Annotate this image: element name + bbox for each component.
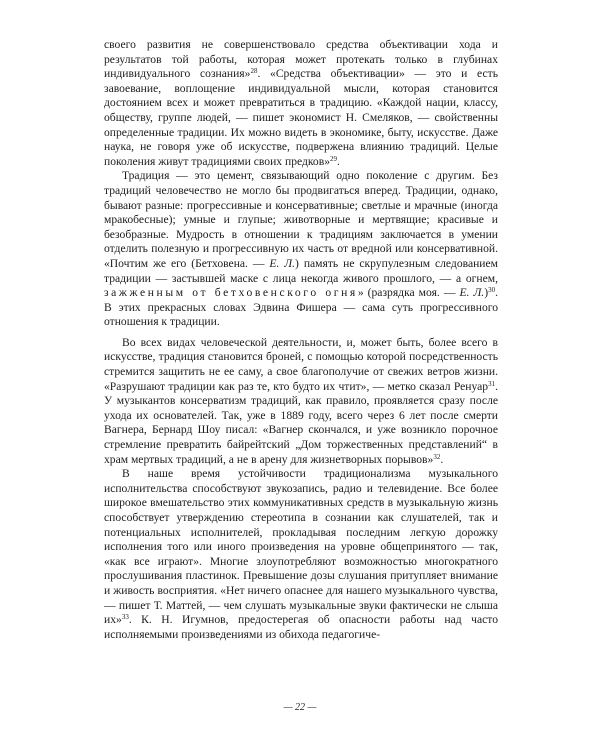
paragraph-4-text-a: В наше время устойчивости традиционализма музыкального исполнительства способствуют звукозапись, радио и телевидение. Все более широкое вмешательство этих коммуникативных средств в музыкальную жизнь способствует утверждению стереотипа в сознании как слушателей, так и потенциальных исполнителей, прокладывая последним легкую дорожку исполнения того или иного произведения на уровне общепринятого — так, «как все играют». Многие злоупотребляют возможностью многократного прослушивания пластинок. Превышение дозы слушания притупляет внимание и живость восприятия. «Нет ничего опаснее для нашего музыкального чувства, — пишет Т. Маттей, — чем слушать музыкальные звуки фактически не слыша их» — [104, 467, 498, 627]
paragraph-2-text-a: Традиция — это цемент, связывающий одно поколение с другим. Без традиций человечество не могло бы продвигаться вперед. Традиции, однако, бывают разные: прогрессивные и консервативные; светлые и мрачные (иногда мракобесные); умные и глупые; животворные и мертвящие; красивые и безобразные. Мудрость в отношении к традициям заключается в умении отделить полезную и прогрессивную их часть от вредной или консервативной. «Почтим же его (Бетховена. — — [104, 169, 498, 270]
page-body — [104, 38, 498, 642]
footnote-ref-33: 33 — [121, 613, 129, 622]
page-number: — 22 — — [283, 702, 317, 713]
footnote-ref-32: 32 — [433, 452, 441, 461]
spaced-emphasis: зажженным от бетховенского огня — [104, 286, 358, 300]
paragraph-4 — [104, 467, 498, 642]
paragraph-2-text-b: ) память не скрупулезным следованием традиции — застывшей маске с лица некогда живого прошлого, — а огнем, — [104, 256, 498, 285]
paragraph-3-text-c: . — [440, 452, 444, 466]
paragraph-3 — [104, 336, 498, 467]
paragraph-1-text-a: своего развития не совершенствовало средства объективации хода и результатов той работы, которая может протекать только в глубинах индивидуального сознания» — [104, 38, 498, 81]
paragraph-1 — [104, 38, 498, 169]
paragraph-2-text-c: » (разрядка моя. — — [357, 286, 460, 300]
paragraph-2 — [104, 169, 498, 330]
paragraph-1-text-b: . «Средства объективации» — это и есть завоевание, воплощение индивидуальной мысли, которая становится достоянием всех и может превратиться в традицию. «Каждой нации, классу, обществу, группе людей, — пишет экономист Н. Смеляков, — свойственны определенные традиции. Их можно видеть в экономике, быту, искусстве. Даже наука, не говоря уже об искусстве, подвержена влиянию традиций. Целые поколения живут традициями своих предков» — [104, 67, 498, 168]
paragraph-2-text-d: ) — [484, 286, 489, 300]
paragraph-4-text-b: . К. Н. Игумнов, предостерегая об опасности работы над часто исполняемыми произведениями из обихода педагогиче- — [104, 613, 498, 641]
paragraph-1-text-c: . — [337, 154, 340, 168]
footnote-ref-29: 29 — [330, 154, 337, 163]
footnote-ref-31: 31 — [488, 379, 496, 388]
author-initials: Е. Л. — [459, 286, 485, 300]
paragraph-3-text-b: . У музыкантов консерватизм традиций, как правило, проявляется сразу после ухода их основателей. Так, уже в 1889 году, всего через 6 лет после смерти Вагнера, Бернард Шоу писал: «Вагнер скончался, и уже возникло порочное стремление превратить байрейтский „Дом торжественных представлений“ в храм мертвых традиций, а не в арену для жизнетворных порывов» — [104, 379, 498, 466]
footnote-ref-30: 30 — [488, 286, 496, 295]
author-initials: Е. Л. — [269, 256, 296, 270]
footnote-ref-28: 28 — [250, 67, 258, 76]
paragraph-2-text-e: . В этих прекрасных словах Эдвина Фишера — сама суть прогрессивного отношения к традиции. — [104, 286, 498, 329]
paragraph-3-text-a: Во всех видах человеческой деятельности, и, может быть, более всего в искусстве, традиция становится броней, с помощью которой посредственность стремится защитить не ее саму, а свое благополучие от свежих ветров жизни. «Разрушают традиции как раз те, кто будто их чтит», — метко сказал Ренуар — [104, 335, 498, 393]
